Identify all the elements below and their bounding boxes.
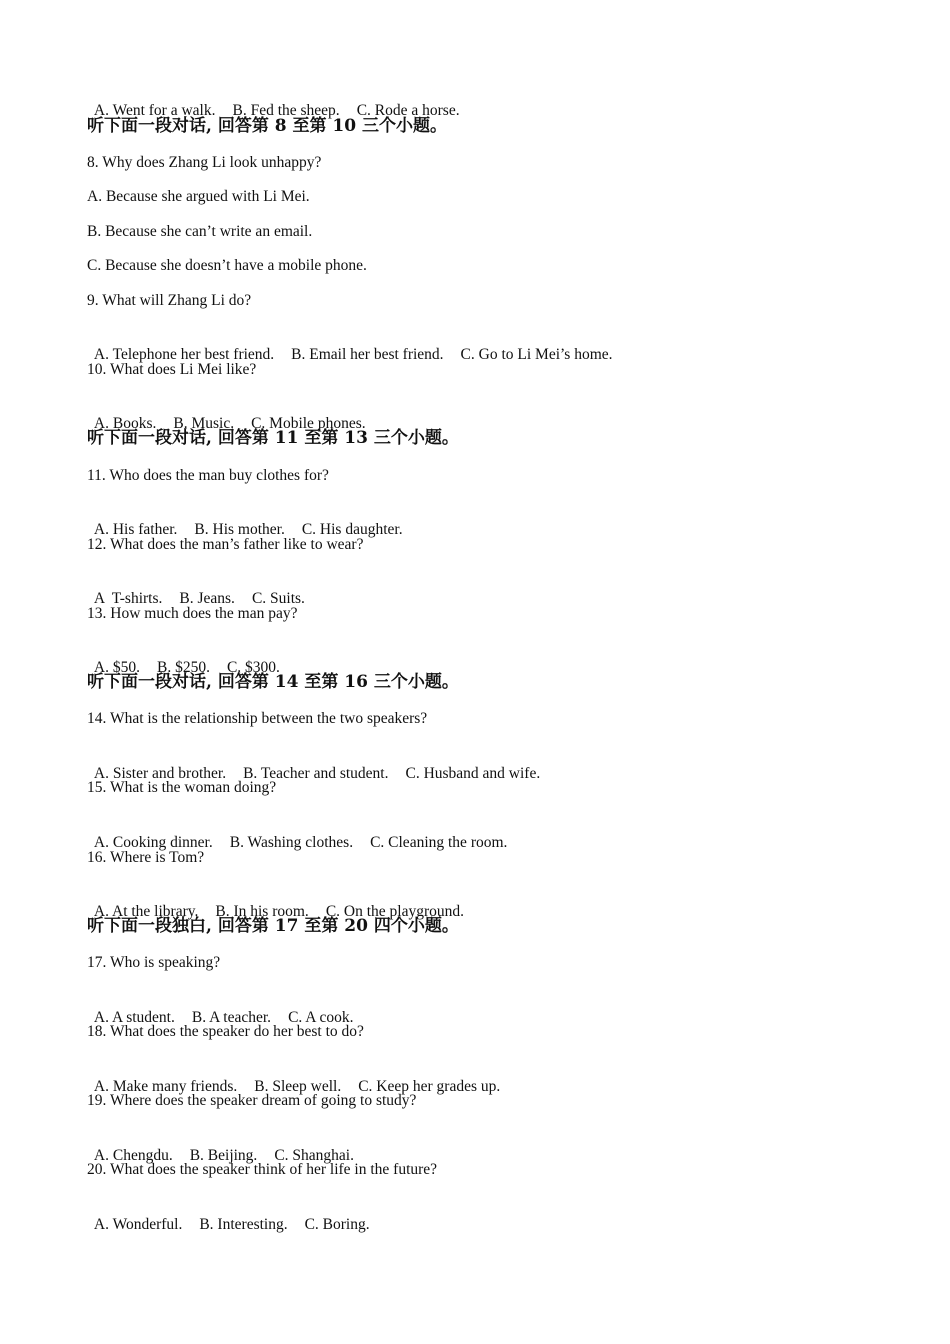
option-a: A. Books. xyxy=(93,415,157,432)
option-b: B. Teacher and student. xyxy=(243,765,389,782)
option-a: A. His father. xyxy=(93,521,178,538)
question-text: 11. Who does the man buy clothes for? xyxy=(87,467,329,484)
option-b: B. In his room. xyxy=(215,903,309,920)
option-c: C. Boring. xyxy=(304,1216,370,1233)
option-a: A. A student. xyxy=(93,1009,175,1026)
option-a: A. Chengdu. xyxy=(93,1147,173,1164)
question-text: 12. What does the man’s father like to wear? xyxy=(87,536,364,553)
option-b: B. His mother. xyxy=(194,521,285,538)
question-text: 18. What does the speaker do her best to do? xyxy=(87,1023,364,1040)
question-text: 15. What is the woman doing? xyxy=(87,779,277,796)
option-c: C. On the playground. xyxy=(325,903,465,920)
option-b: B. Because she can’t write an email. xyxy=(87,223,313,240)
question-text: 9. What will Zhang Li do? xyxy=(87,292,252,309)
option-b: B. Music. xyxy=(173,415,235,432)
options-row xyxy=(87,569,305,609)
section-heading: 听下面一段独白, 回答第 17 至第 20 四个小题。 xyxy=(87,916,459,936)
question-text: 10. What does Li Mei like? xyxy=(87,361,257,378)
option-c: C. Cleaning the room. xyxy=(370,834,508,851)
question-text: 14. What is the relationship between the two speakers? xyxy=(87,710,428,727)
option-c: C. Mobile phones. xyxy=(251,415,366,432)
question-text: 19. Where does the speaker dream of going to study? xyxy=(87,1092,417,1109)
option-c: C. Husband and wife. xyxy=(405,765,541,782)
question-text: 17. Who is speaking? xyxy=(87,954,221,971)
option-a: A. Because she argued with Li Mei. xyxy=(87,188,310,205)
option-a: A. Went for a walk. xyxy=(93,102,216,119)
option-a: A. Sister and brother. xyxy=(93,765,227,782)
q7-options xyxy=(87,81,460,121)
option-b: B. A teacher. xyxy=(191,1009,272,1026)
option-b: B. Fed the sheep. xyxy=(232,102,340,119)
option-c: C. His daughter. xyxy=(301,521,403,538)
option-a: A. Wonderful. xyxy=(93,1216,183,1233)
section-heading: 听下面一段对话, 回答第 8 至第 10 三个小题。 xyxy=(87,116,447,136)
options-row xyxy=(87,500,403,540)
options-row xyxy=(87,325,613,365)
option-a: A. $50. xyxy=(93,659,140,676)
question-text: 13. How much does the man pay? xyxy=(87,605,298,622)
section-heading: 听下面一段对话, 回答第 11 至第 13 三个小题。 xyxy=(87,428,459,448)
option-b: B. Sleep well. xyxy=(254,1078,342,1095)
option-c: C. A cook. xyxy=(288,1009,354,1026)
option-c: C. Rode a horse. xyxy=(356,102,460,119)
option-a: A. Cooking dinner. xyxy=(93,834,213,851)
question-text: 20. What does the speaker think of her life in the future? xyxy=(87,1161,438,1178)
question-text: 8. Why does Zhang Li look unhappy? xyxy=(87,154,322,171)
option-a: A. At the library. xyxy=(93,903,199,920)
option-b: B. Interesting. xyxy=(199,1216,288,1233)
option-b: B. Jeans. xyxy=(179,590,235,607)
option-c: C. $300. xyxy=(226,659,280,676)
option-b: B. $250. xyxy=(156,659,210,676)
options-row xyxy=(87,813,507,853)
section-heading: 听下面一段对话, 回答第 14 至第 16 三个小题。 xyxy=(87,672,459,692)
option-a: A T-shirts. xyxy=(93,590,163,607)
option-a: A. Make many friends. xyxy=(93,1078,238,1095)
option-c: C. Go to Li Mei’s home. xyxy=(460,346,613,363)
option-c: C. Because she doesn’t have a mobile phone. xyxy=(87,257,367,274)
option-b: B. Beijing. xyxy=(189,1147,258,1164)
option-c: C. Suits. xyxy=(251,590,305,607)
option-a: A. Telephone her best friend. xyxy=(93,346,275,363)
options-row xyxy=(87,1195,370,1235)
option-c: C. Shanghai. xyxy=(274,1147,354,1164)
option-c: C. Keep her grades up. xyxy=(358,1078,501,1095)
option-b: B. Email her best friend. xyxy=(291,346,444,363)
option-b: B. Washing clothes. xyxy=(229,834,354,851)
question-text: 16. Where is Tom? xyxy=(87,849,205,866)
